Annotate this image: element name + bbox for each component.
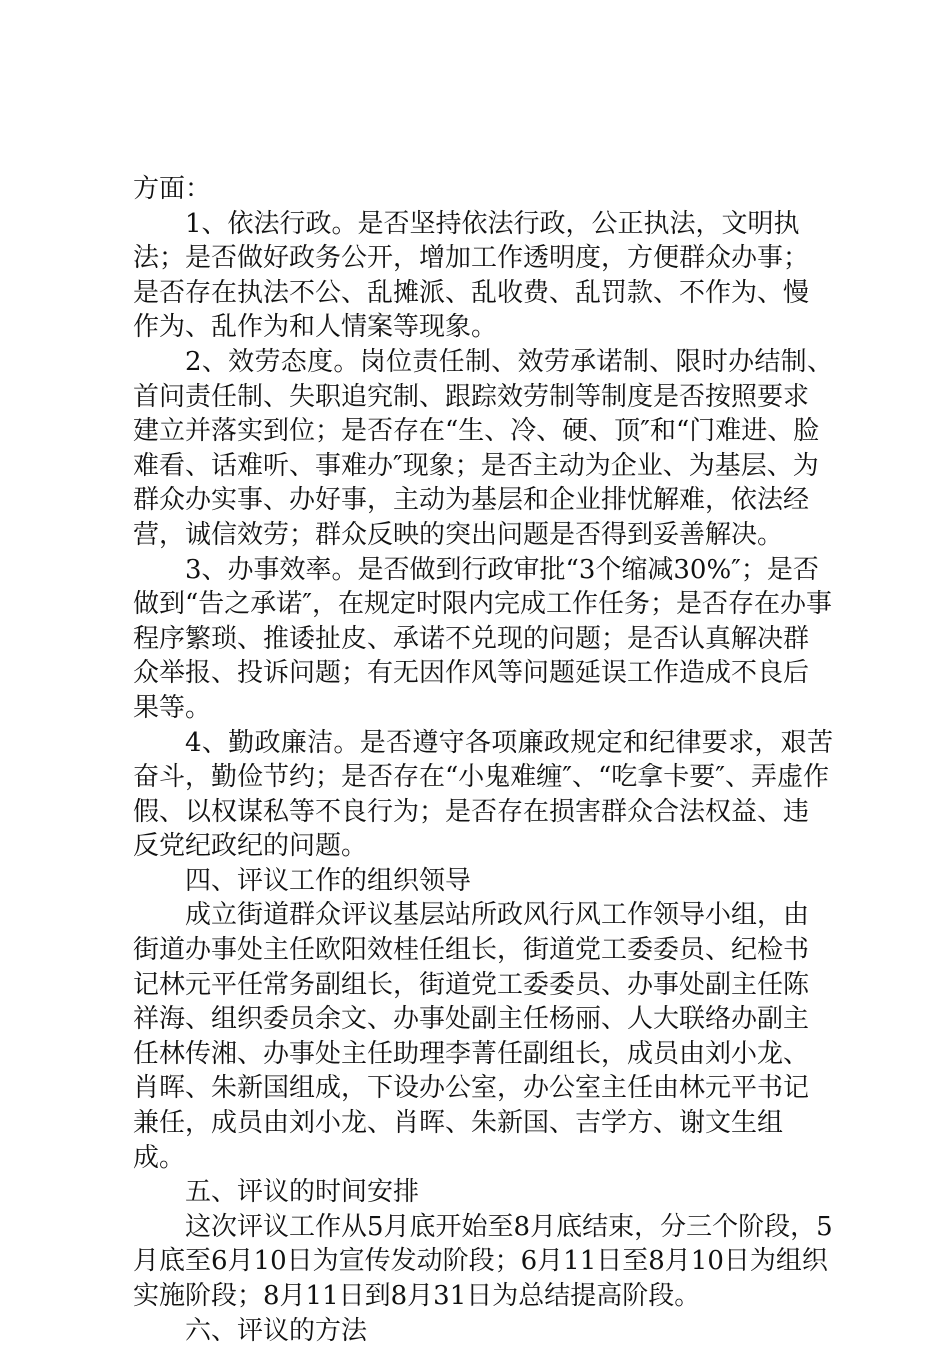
section-heading-organization: 四、评议工作的组织领导 xyxy=(185,865,472,896)
paragraph-efficiency: 3、办事效率。是否做到行政审批“3个缩减30%″；是否做到“告之承诺″，在规定时限内完成工作任务；是否存在办事程序繁琐、推诿扯皮、承诺不兑现的问题；是否认真解决群众举报、投诉问题；有无因作风等问题延误工作造成不良后果等。 xyxy=(133,554,833,723)
paragraph-lawful-administration: 1、依法行政。是否坚持依法行政，公正执法，文明执法；是否做好政务公开，增加工作透明度，方便群众办事；是否存在执法不公、乱摊派、乱收费、乱罚款、不作为、慢作为、乱作为和人情案等现象。 xyxy=(133,208,810,343)
paragraph-organization: 成立街道群众评议基层站所政风行风工作领导小组，由街道办事处主任欧阳效桂任组长，街道党工委委员、纪检书记林元平任常务副组长，街道党工委委员、办事处副主任陈祥海、组织委员余文、办事处副主任杨丽、人大联络办副主任林传湘、办事处主任助理李菁任副组长，成员由刘小龙、肖晖、朱新国组成，下设办公室，办公室主任由林元平书记兼任，成员由刘小龙、肖晖、朱新国、吉学方、谢文生组成。 xyxy=(133,900,810,1173)
paragraph-schedule: 这次评议工作从5月底开始至8月底结束，分三个阶段，5月底至6月10日为宣传发动阶段；6月11日至8月10日为组织实施阶段；8月11日到8月31日为总结提高阶段。 xyxy=(133,1211,833,1311)
paragraph-service-attitude: 首问责任制、失职追究制、跟踪效劳制等制度是否按照要求建立并落实到位；是否存在“生、冷、硬、顶″和“门难进、脸难看、话难听、事难办″现象；是否主动为企业、为基层、为群众办实事、办好事，主动为基层和企业排忧解难，依法经营，诚信效劳；群众反映的突出问题是否得到妥善解决。 xyxy=(133,381,820,550)
paragraph-integrity: 奋斗，勤俭节约；是否存在“小鬼难缠″、“吃拿卡要″、弄虚作假、以权谋私等不良行为；是否存在损害群众合法权益、违反党纪政纪的问题。 xyxy=(133,762,830,862)
section-heading-schedule: 五、评议的时间安排 xyxy=(185,1177,420,1208)
section-heading-method: 六、评议的方法 xyxy=(185,1315,368,1346)
paragraph-service-attitude-lead: 2、效劳态度。岗位责任制、效劳承诺制、限时办结制、 xyxy=(185,346,833,377)
paragraph-intro: 方面： xyxy=(133,174,212,204)
document-body xyxy=(133,172,833,1348)
paragraph-integrity-lead: 4、勤政廉洁。是否遵守各项廉政规定和纪律要求，艰苦 xyxy=(185,727,833,758)
